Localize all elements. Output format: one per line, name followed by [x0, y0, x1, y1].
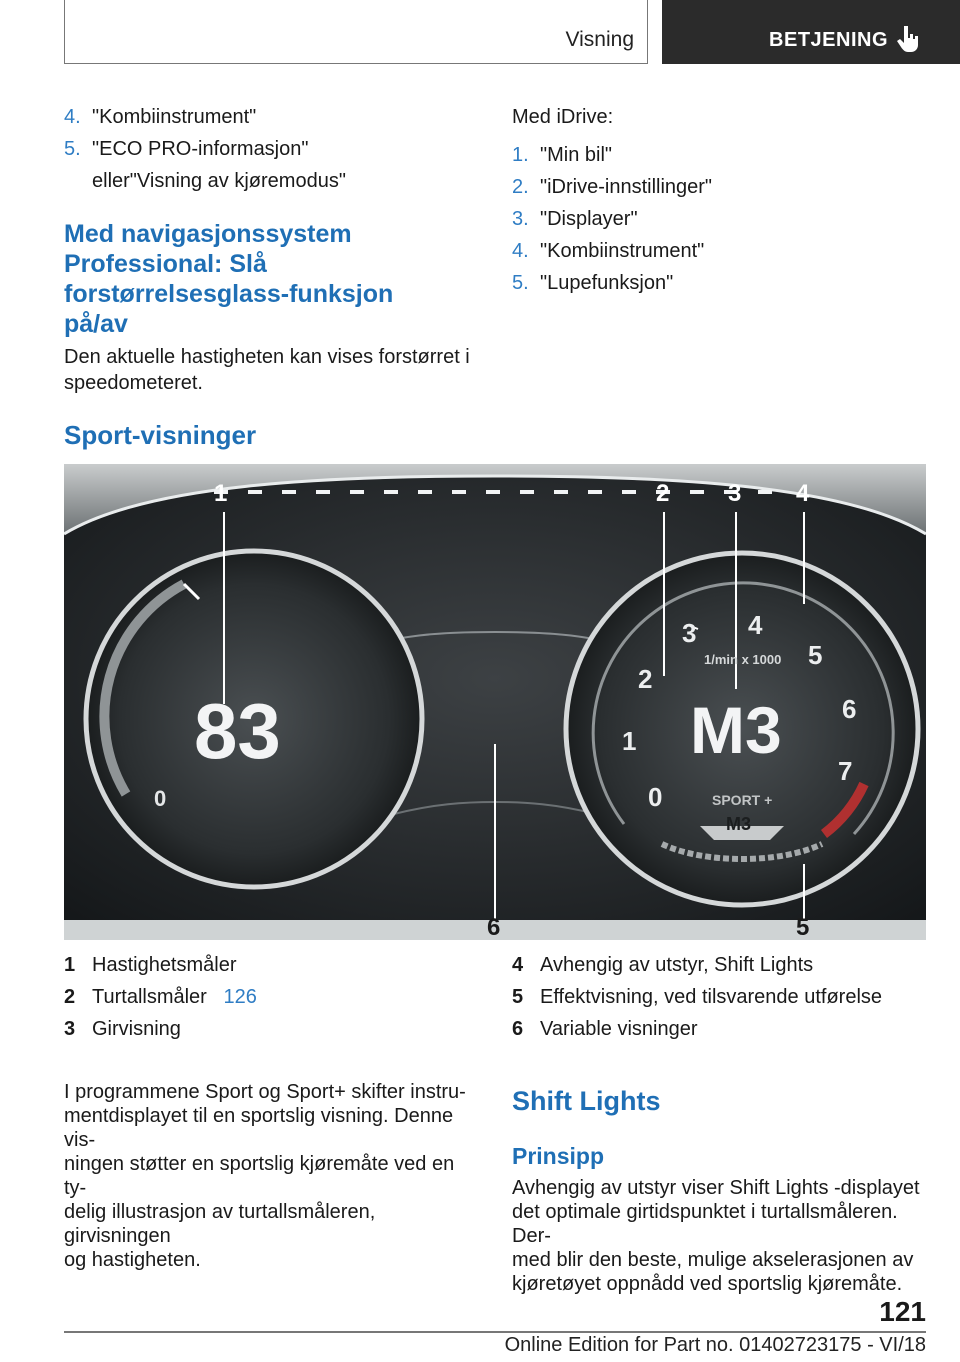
legend-text: Effektvisning, ved tilsvarende utførelse: [540, 986, 883, 1008]
list-item-number: 3.: [512, 208, 529, 230]
list-item-text: "iDrive-innstillinger": [540, 176, 713, 198]
footer-divider: [64, 1331, 926, 1333]
list-item-number: 4.: [512, 240, 529, 262]
header-section-title: Visning: [565, 28, 634, 51]
legend-number: 6: [512, 1018, 524, 1040]
list-item-text: "Kombiinstrument": [540, 240, 705, 262]
speed-zero-label: 0: [154, 786, 167, 811]
list-item-number: 1.: [512, 144, 529, 166]
gear-readout: M3: [690, 693, 782, 767]
shift-body-line: Avhengig av utstyr viser Shift Lights -displayet: [512, 1177, 920, 1199]
sport-body-line: ningen støtter en sportslig kjøremåte ved en ty-: [64, 1153, 455, 1199]
nav-heading-line: på/av: [64, 310, 128, 338]
callout-3: 3: [728, 480, 742, 507]
callout-5: 5: [796, 914, 810, 940]
list-item-text: "Lupefunksjon": [540, 272, 674, 294]
shift-body-line: det optimale girtidspunktet i turtallsmåleren. Der-: [512, 1201, 898, 1247]
legend-text: Girvisning: [92, 1018, 181, 1040]
legend-number: 1: [64, 954, 76, 976]
legend-text: Variable visninger: [540, 1018, 698, 1040]
nav-heading-line: forstørrelsesglass-funksjon: [64, 280, 394, 308]
list-item-continuation: eller"Visning av kjøremodus": [92, 170, 346, 192]
rpm-unit-label: 1/min x 1000: [704, 652, 782, 667]
hand-pointer-icon: [896, 24, 922, 54]
sport-body-line: delig illustrasjon av turtallsmåleren, girvisningen: [64, 1201, 376, 1247]
rpm-tick-7: 7: [838, 756, 853, 786]
principle-subheading: Prinsipp: [512, 1143, 605, 1169]
list-item: [512, 270, 912, 296]
list-item: [512, 142, 912, 168]
sport-body: [64, 1080, 474, 1272]
list-item-number: 5.: [512, 272, 529, 294]
nav-heading-line: Professional: Slå: [64, 250, 267, 278]
list-item-number: 4.: [64, 106, 81, 128]
rpm-tick-5: 5: [808, 640, 823, 670]
header-chapter-tab: [662, 0, 960, 64]
list-item: [512, 206, 912, 232]
sport-body-line: mentdisplayet til en sportslig visning. Denne vis-: [64, 1105, 454, 1151]
legend-item: [64, 952, 484, 978]
sport-body-line: og hastigheten.: [64, 1249, 201, 1271]
callout-6: 6: [487, 914, 501, 940]
rpm-tick-4: 4: [748, 610, 763, 640]
nav-heading-line: Med navigasjonssystem: [64, 220, 352, 248]
legend-text-label: Turtallsmåler: [92, 986, 207, 1008]
list-item-number: 5.: [64, 138, 81, 160]
shift-lights-body: [512, 1176, 932, 1296]
header-chapter-label: BETJENING: [769, 29, 888, 51]
legend-text: Hastighetsmåler: [92, 954, 237, 976]
callout-1: 1: [214, 480, 228, 507]
legend-item: [512, 984, 932, 1010]
list-item-number: 2.: [512, 176, 529, 198]
footer-edition: Online Edition for Part no. 01402723175 - VI/18: [504, 1334, 926, 1356]
legend-item: [64, 1016, 484, 1042]
rpm-tick-1: 1: [622, 726, 637, 756]
list-item-text: "ECO PRO-informasjon": [92, 138, 309, 160]
list-item-text: "Displayer": [540, 208, 638, 230]
shift-body-line: kjøretøyet oppnådd ved sportslig kjøremåte.: [512, 1273, 903, 1295]
legend-text: [92, 984, 257, 1010]
list-item: [512, 238, 912, 264]
drive-mode-label: SPORT +: [712, 792, 773, 808]
list-item: [512, 174, 912, 200]
list-item: [64, 104, 464, 130]
shift-body-line: med blir den beste, mulige akselerasjonen av: [512, 1249, 914, 1271]
rpm-tick-6: 6: [842, 694, 857, 724]
idrive-intro: Med iDrive:: [512, 106, 614, 128]
nav-body-line: Den aktuelle hastigheten kan vises forstørret i: [64, 346, 470, 368]
legend-item: [512, 952, 932, 978]
shift-lights-heading: Shift Lights: [512, 1086, 661, 1116]
instrument-cluster-figure: [64, 464, 926, 940]
speed-readout: 83: [194, 687, 281, 775]
legend-item: [64, 984, 484, 1010]
rpm-tick-0: 0: [648, 782, 663, 812]
list-item-text: "Kombiinstrument": [92, 106, 257, 128]
legend-item: [512, 1016, 932, 1042]
list-item-text: "Min bil": [540, 144, 612, 166]
nav-body: [64, 344, 470, 396]
legend-number: 4: [512, 954, 524, 976]
page-number: 121: [879, 1296, 926, 1327]
callout-4: 4: [796, 480, 810, 507]
drive-mode-badge: M3: [726, 814, 752, 834]
sport-heading: Sport-visninger: [64, 420, 257, 450]
list-item: [64, 136, 464, 162]
sport-body-line: I programmene Sport og Sport+ skifter instru-: [64, 1081, 466, 1103]
nav-body-line: speedometeret.: [64, 372, 203, 394]
callout-2: 2: [656, 480, 670, 507]
legend-number: 5: [512, 986, 524, 1008]
page-reference-link[interactable]: 126: [223, 986, 257, 1008]
legend-text: Avhengig av utstyr, Shift Lights: [540, 954, 814, 976]
rpm-tick-2: 2: [638, 664, 653, 694]
rpm-tick-3: 3: [682, 618, 697, 648]
legend-number: 2: [64, 986, 76, 1008]
nav-heading: [64, 219, 393, 339]
legend-number: 3: [64, 1018, 76, 1040]
